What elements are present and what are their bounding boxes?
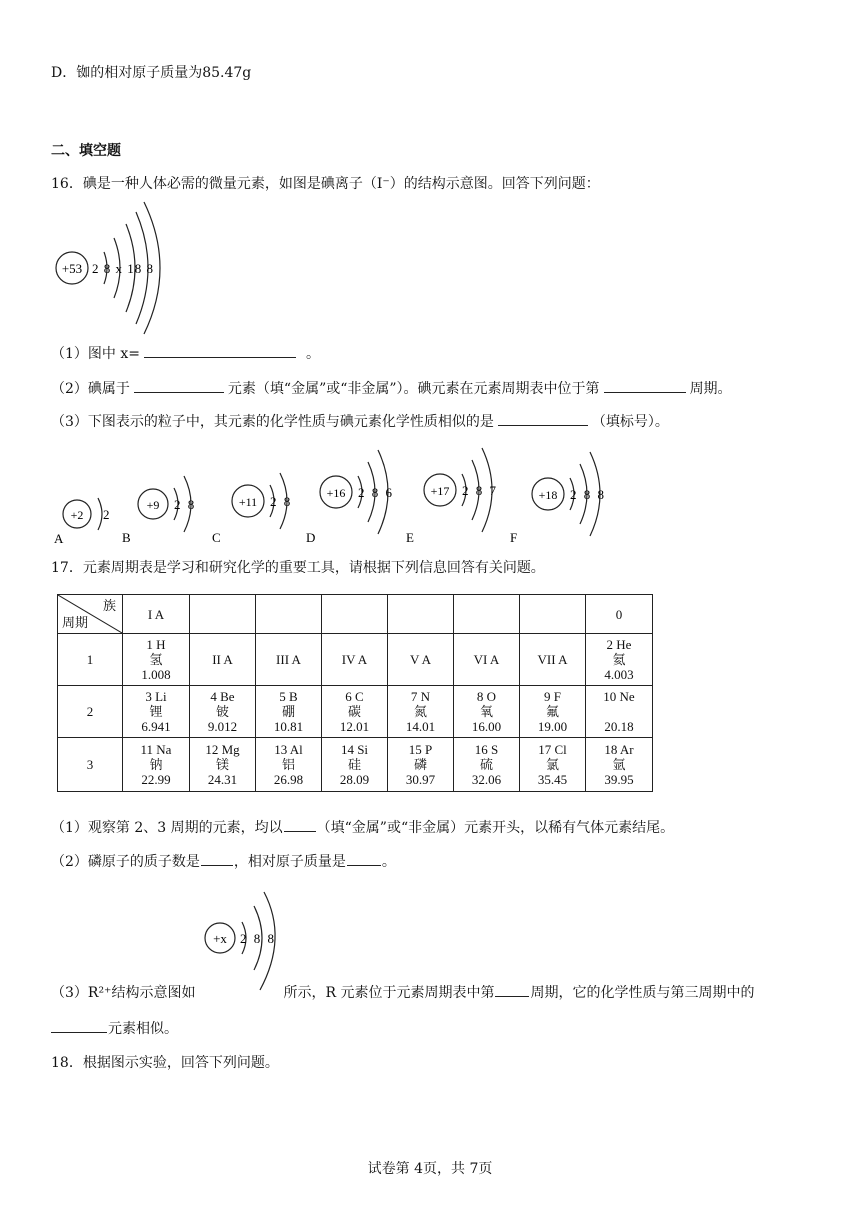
header-cell: [256, 595, 322, 634]
svg-text:+9: +9: [146, 498, 160, 512]
particle-c: [210, 465, 310, 551]
svg-text:2: 2: [103, 507, 110, 522]
element-h: 1 H 氢 1.008: [123, 634, 190, 686]
svg-text:+18: +18: [538, 488, 558, 502]
svg-text:2 8 8: 2 8 8: [570, 487, 606, 502]
svg-text:+17: +17: [430, 484, 450, 498]
header-cell: [322, 595, 388, 634]
svg-text:2 8 8: 2 8 8: [240, 931, 276, 946]
element-li: 3 Li 锂 6.941: [123, 686, 190, 738]
element-p: 15 P 磷 30.97: [388, 738, 454, 792]
element-cl: 17 Cl 氯 35.45: [520, 738, 586, 792]
element-al: 13 Al 铝 26.98: [256, 738, 322, 792]
q17-part2: （2）磷原子的质子数是 ，相对原子质量是 。: [51, 851, 396, 871]
q17-part3-line2: 元素相似。: [51, 1018, 178, 1038]
option-d: D．铷的相对原子质量为85.47g: [51, 65, 252, 81]
iodine-ion-diagram: [52, 200, 182, 339]
svg-text:2 8 7: 2 8 7: [462, 483, 498, 498]
element-mg: 12 Mg 镁 24.31: [190, 738, 256, 792]
table-row: [58, 686, 653, 738]
answer-blank[interactable]: [495, 982, 529, 997]
iodine-nucleus: +53: [61, 261, 83, 276]
particle-a: [50, 478, 120, 552]
element-he: 2 He 氦 4.003: [586, 634, 653, 686]
particle-f: [510, 446, 620, 552]
table-row: [58, 634, 653, 686]
group-label: V A: [388, 634, 454, 686]
group-label: VII A: [520, 634, 586, 686]
svg-text:F: F: [510, 530, 518, 545]
answer-blank[interactable]: [284, 817, 316, 832]
period-cell: 3: [58, 738, 123, 792]
answer-blank[interactable]: [347, 851, 381, 866]
answer-blank[interactable]: [604, 378, 686, 393]
element-na: 11 Na 钠 22.99: [123, 738, 190, 792]
q16-part1: （1）图中 x= 。: [51, 343, 320, 363]
answer-blank[interactable]: [134, 378, 224, 393]
period-cell: 1: [58, 634, 123, 686]
answer-blank[interactable]: [201, 851, 233, 866]
header-cell: I A: [123, 595, 190, 634]
element-f: 9 F 氟 19.00: [520, 686, 586, 738]
q17-part3-line1: （3）R²⁺结构示意图如 所示，R 元素位于元素周期表中第 周期，它的化学性质与第三周期中的: [51, 982, 754, 1002]
svg-text:E: E: [406, 530, 414, 545]
svg-text:2 8 6: 2 8 6: [358, 485, 394, 500]
element-ar: 18 Ar 氩 39.95: [586, 738, 653, 792]
svg-text:+11: +11: [238, 495, 258, 509]
group-label: III A: [256, 634, 322, 686]
period-cell: 2: [58, 686, 123, 738]
page-footer: 试卷第 4页，共 7页: [367, 1161, 493, 1177]
table-corner: 族 周期: [58, 595, 123, 634]
group-label: IV A: [322, 634, 388, 686]
iodine-shells: 2 8 x 18 8: [92, 261, 154, 276]
particle-d: [306, 448, 416, 552]
element-o: 8 O 氧 16.00: [454, 686, 520, 738]
group-label: II A: [190, 634, 256, 686]
q17-part1: （1）观察第 2、3 周期的元素，均以 （填“金属”或“非金属）元素开头，以稀有气体元素结尾。: [51, 817, 674, 837]
answer-blank[interactable]: [498, 411, 588, 426]
element-s: 16 S 硫 32.06: [454, 738, 520, 792]
section-title: 二、填空题: [51, 143, 121, 159]
q17-stem: 17．元素周期表是学习和研究化学的重要工具，请根据下列信息回答有关问题。: [51, 560, 545, 576]
svg-text:A: A: [54, 531, 64, 546]
element-be: 4 Be 铍 9.012: [190, 686, 256, 738]
periodic-table: [57, 594, 653, 792]
element-c: 6 C 碳 12.01: [322, 686, 388, 738]
header-cell: 0: [586, 595, 653, 634]
q18-stem: 18．根据图示实验，回答下列问题。: [51, 1055, 279, 1071]
svg-text:D: D: [306, 530, 316, 545]
svg-text:2 8: 2 8: [174, 497, 197, 512]
answer-blank[interactable]: [144, 343, 296, 358]
element-ne: 10 Ne 20.18: [586, 686, 653, 738]
header-cell: [190, 595, 256, 634]
element-n: 7 N 氮 14.01: [388, 686, 454, 738]
group-label: VI A: [454, 634, 520, 686]
header-cell: [388, 595, 454, 634]
r-ion-diagram: [198, 888, 298, 996]
svg-text:2 8: 2 8: [270, 494, 293, 509]
svg-text:+x: +x: [213, 931, 227, 946]
svg-text:+16: +16: [326, 486, 346, 500]
svg-text:B: B: [122, 530, 131, 545]
element-si: 14 Si 硅 28.09: [322, 738, 388, 792]
answer-blank[interactable]: [51, 1018, 107, 1033]
q16-part2: （2）碘属于 元素（填“金属”或“非金属”）。碘元素在元素周期表中位于第 周期。: [51, 378, 732, 398]
table-row: [58, 738, 653, 792]
q16-stem: 16．碘是一种人体必需的微量元素，如图是碘离子（I⁻）的结构示意图。回答下列问题：: [51, 176, 600, 192]
svg-text:+2: +2: [70, 508, 84, 522]
q16-part3: （3）下图表示的粒子中，其元素的化学性质与碘元素化学性质相似的是 （填标号）。: [51, 411, 669, 431]
element-b: 5 B 硼 10.81: [256, 686, 322, 738]
particle-e: [404, 444, 514, 552]
header-cell: [454, 595, 520, 634]
svg-text:C: C: [212, 530, 221, 545]
header-cell: [520, 595, 586, 634]
particle-b: [118, 468, 218, 552]
